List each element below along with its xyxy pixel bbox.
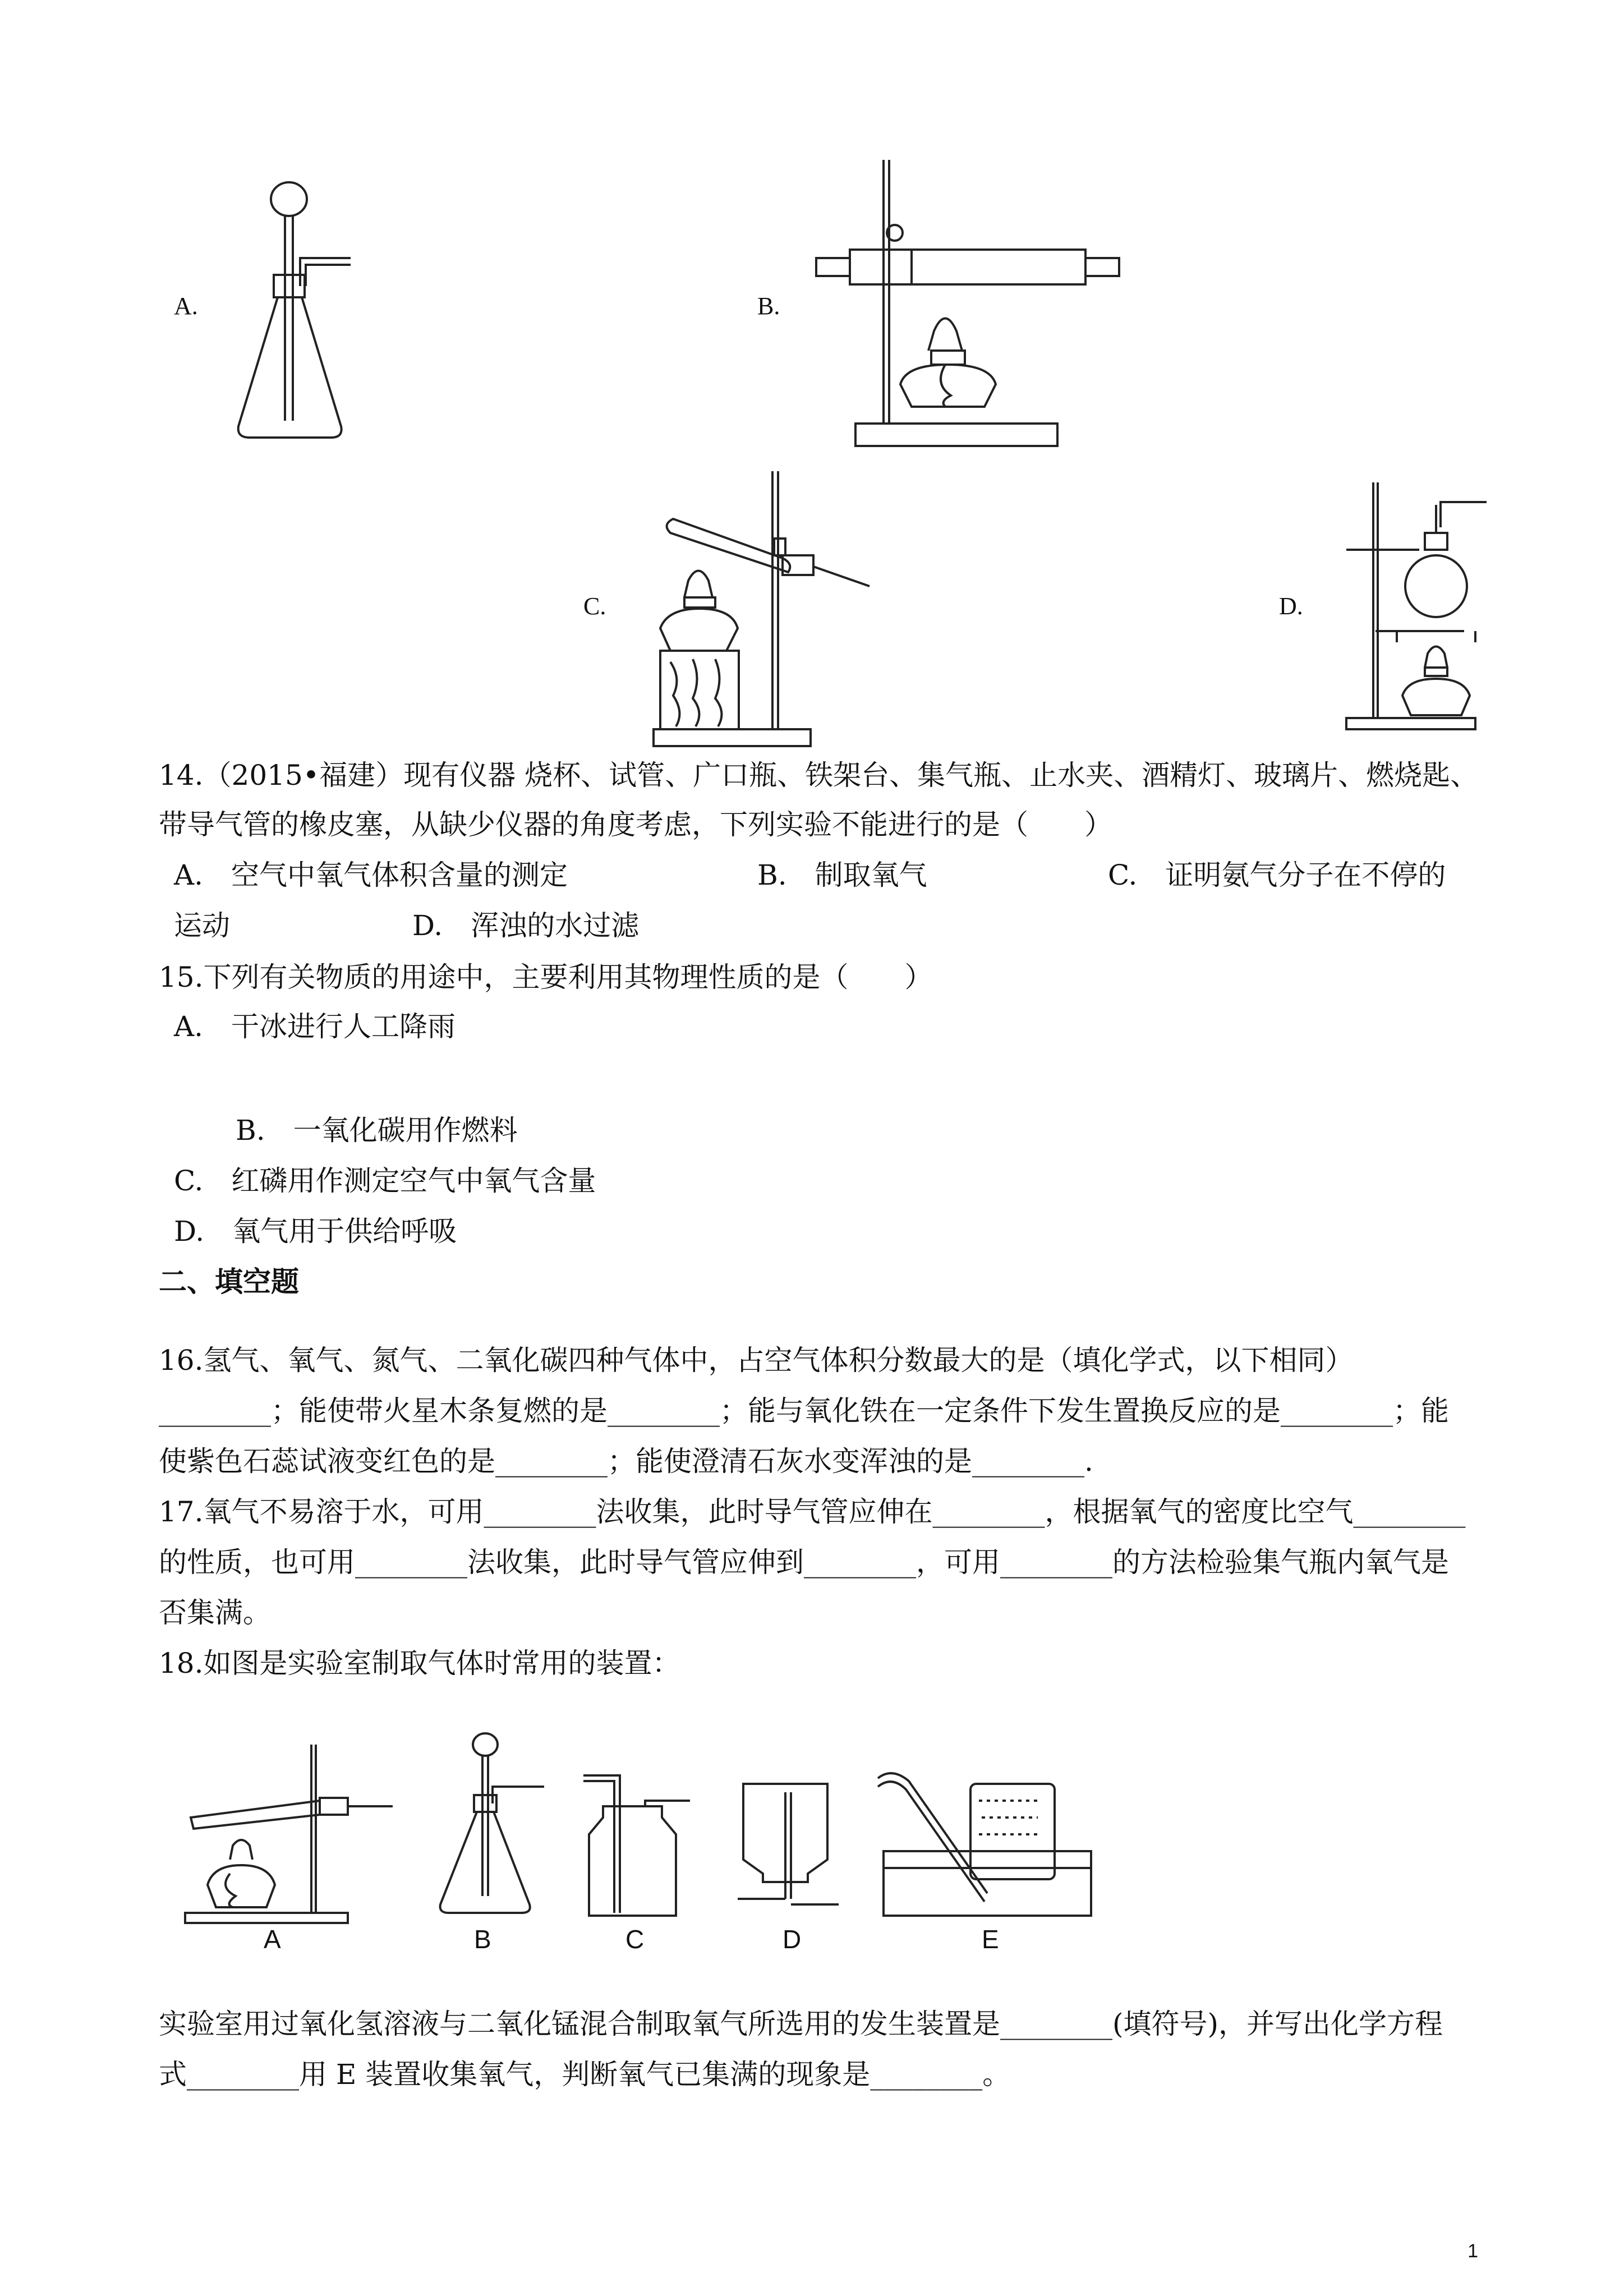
figure-label-e: E bbox=[982, 1925, 999, 1954]
test-tube-heating-icon bbox=[648, 471, 884, 752]
q17-line-1: 17.氧气不易溶于水，可用________法收集，此时导气管应伸在________，根据氧气的密度比空气________ bbox=[159, 1496, 1466, 1528]
q14-stem-line-2: 带导气管的橡皮塞，从缺少仪器的角度考虑，下列实验不能进行的是（ ） bbox=[159, 808, 1112, 841]
q13-option-b-label: B. bbox=[757, 292, 780, 320]
q17-line-3: 否集满。 bbox=[159, 1596, 271, 1629]
figure-label-d: D bbox=[783, 1925, 802, 1954]
figure-label-b: B bbox=[474, 1925, 491, 1954]
flask-with-funnel-icon bbox=[224, 174, 370, 443]
round-flask-heating-icon bbox=[1341, 482, 1487, 729]
q15-option-a: A. 干冰进行人工降雨 bbox=[174, 1010, 456, 1043]
q15-option-c: C. 红磷用作测定空气中氧气含量 bbox=[174, 1165, 596, 1197]
q14-option-b: B. 制取氧气 bbox=[757, 859, 927, 891]
q15-option-d: D. 氧气用于供给呼吸 bbox=[174, 1215, 457, 1248]
q16-line-1: 16.氢气、氧气、氮气、二氧化碳四种气体中，占空气体积分数最大的是（填化学式，以下相同） bbox=[159, 1344, 1354, 1377]
q17-line-2: 的性质，也可用________法收集，此时导气管应伸到________，可用________的方法检验集气瓶内氧气是 bbox=[159, 1546, 1449, 1579]
test-tube-heating-icon bbox=[180, 1745, 415, 1924]
q13-option-d-label: D. bbox=[1279, 592, 1303, 620]
gas-washing-bottle-icon bbox=[572, 1773, 696, 1918]
q15-option-b: B. 一氧化碳用作燃料 bbox=[236, 1114, 518, 1147]
q14-option-a: A. 空气中氧气体积含量的测定 bbox=[174, 859, 568, 891]
q14-stem-line-1: 14.（2015•福建）现有仪器 烧杯、试管、广口瓶、铁架台、集气瓶、止水夹、酒精灯、玻璃片、燃烧匙、 bbox=[159, 759, 1479, 792]
q13-option-c-label: C. bbox=[583, 592, 606, 620]
q18-line-2: 式________用 E 装置收集氧气，判断氧气已集满的现象是________。 bbox=[159, 2058, 1011, 2091]
figure-label-a: A bbox=[264, 1925, 281, 1954]
q14-option-c-continued: 运动 bbox=[174, 909, 230, 942]
q15-stem: 15.下列有关物质的用途中，主要利用其物理性质的是（ ） bbox=[159, 961, 933, 993]
q14-option-c: C. 证明氨气分子在不停的 bbox=[1108, 859, 1446, 891]
section-2-title: 二、填空题 bbox=[159, 1266, 299, 1298]
q14-option-d: D. 浑浊的水过滤 bbox=[412, 909, 640, 942]
water-displacement-icon bbox=[875, 1767, 1099, 1918]
q18-stem: 18.如图是实验室制取气体时常用的装置： bbox=[159, 1647, 680, 1680]
inverted-bottle-icon bbox=[729, 1781, 841, 1910]
q13-option-a-label: A. bbox=[174, 292, 198, 320]
q16-line-3: 使紫色石蕊试液变红色的是________；能使澄清石灰水变浑浊的是________. bbox=[159, 1445, 1093, 1478]
tube-heating-apparatus-icon bbox=[816, 160, 1130, 452]
flask-with-funnel-icon bbox=[432, 1728, 561, 1918]
page-number: 1 bbox=[1467, 2240, 1478, 2262]
figure-label-c: C bbox=[625, 1925, 645, 1954]
q18-line-1: 实验室用过氧化氢溶液与二氧化锰混合制取氧气所选用的发生装置是________(填符号)，并写出化学方程 bbox=[159, 2008, 1443, 2040]
q16-line-2: ________；能使带火星木条复燃的是________；能与氧化铁在一定条件下发生置换反应的是________；能 bbox=[159, 1395, 1449, 1427]
